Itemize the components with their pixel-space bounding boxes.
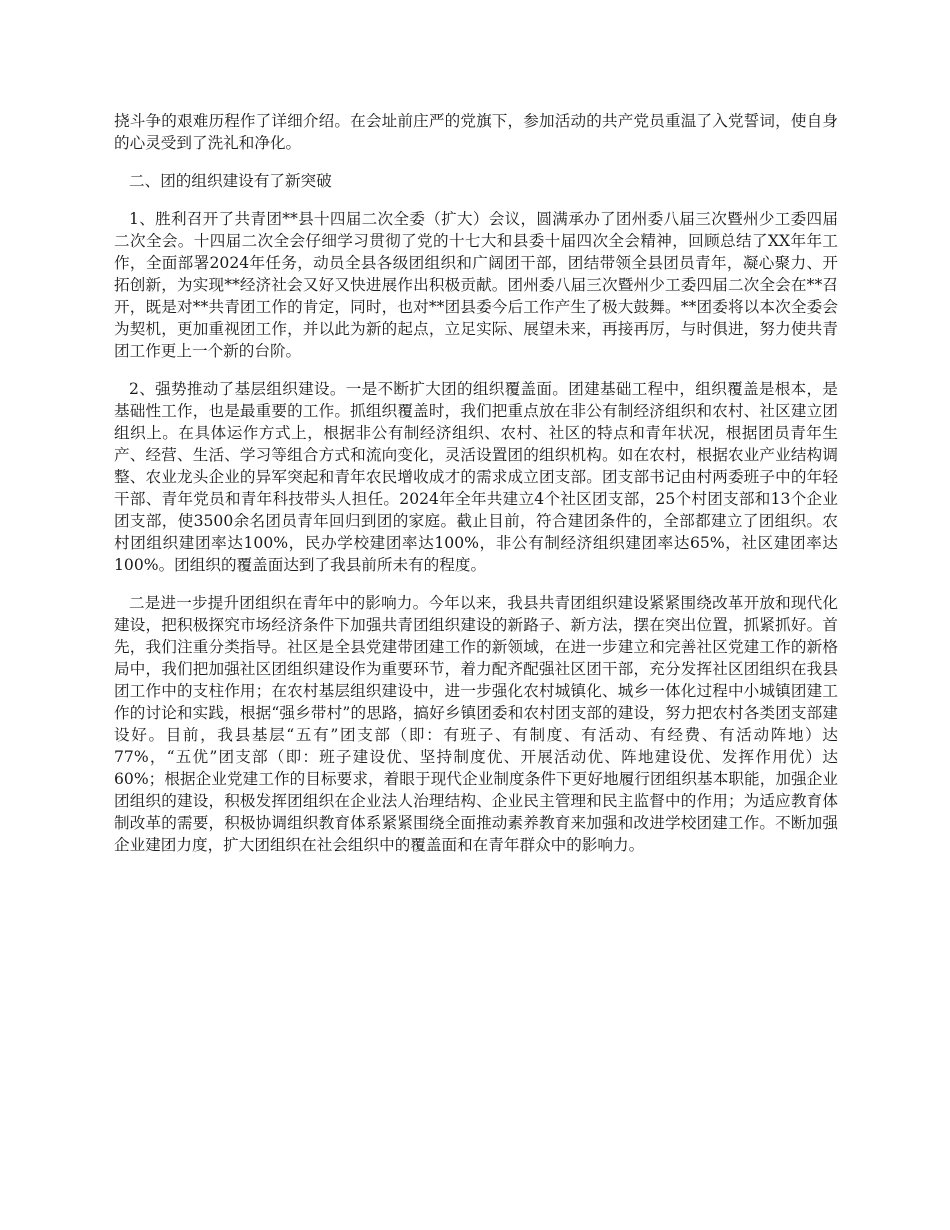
paragraph-grassroots-organization: 2、强势推动了基层组织建设。一是不断扩大团的组织覆盖面。团建基础工程中，组织覆盖是根本，是基础性工作，也是最重要的工作。抓组织覆盖时，我们把重点放在非公有制经济组织和农村、社区建立团组织上。在具体运作方式上，根据非公有制经济组织、农村、社区的特点和青年状况，根据团员青年生产、经营、生活、学习等组合方式和流向变化，灵活设置团的组织机构。如在农村，根据农业产业结构调整、农业龙头企业的异军突起和青年农民增收成才的需求成立团支部。团支部书记由村两委班子中的年轻干部、青年党员和青年科技带头人担任。2024年全年共建立4个社区团支部，25个村团支部和13个企业团支部，使3500余名团员青年回归到团的家庭。截止目前，符合建团条件的，全部都建立了团组织。农村团组织建团率达100%，民办学校建团率达100%，非公有制经济组织建团率达65%，社区建团率达100%。团组织的覆盖面达到了我县前所未有的程度。 [114, 380, 838, 574]
paragraph-intro-continuation: 挠斗争的艰难历程作了详细介绍。在会址前庄严的党旗下，参加活动的共产党员重温了入党誓词，使自身的心灵受到了洗礼和净化。 [114, 112, 838, 152]
paragraph-plenary-meeting: 1、胜利召开了共青团**县十四届二次全委（扩大）会议，圆满承办了团州委八届三次暨州少工委四届二次全会。十四届二次全会仔细学习贯彻了党的十七大和县委十届四次全会精神，回顾总结了XX年年工作，全面部署2024年任务，动员全县各级团组织和广阔团干部，团结带领全县团员青年，凝心聚力、开拓创新，为实现**经济社会又好又快进展作出积极贡献。团州委八届三次暨州少工委四届二次全会在**召开，既是对**共青团工作的肯定，同时，也对**团县委今后工作产生了极大鼓舞。**团委将以本次全委会为契机，更加重视团工作，并以此为新的起点，立足实际、展望未来，再接再厉，与时俱进，努力使共青团工作更上一个新的台阶。 [114, 210, 838, 360]
section-heading: 二、团的组织建设有了新突破 [129, 172, 332, 190]
document-body [114, 110, 838, 872]
paragraph-influence: 二是进一步提升团组织在青年中的影响力。今年以来，我县共青团组织建设紧紧围绕改革开放和现代化建设，把积极探究市场经济条件下加强共青团组织建设的新路子、新方法，摆在突出位置，抓紧抓好。首先，我们注重分类指导。社区是全县党建带团建工作的新领域，在进一步建立和完善社区党建工作的新格局中，我们把加强社区团组织建设作为重要环节，着力配齐配强社区团干部，充分发挥社区团组织在我县团工作中的支柱作用；在农村基层组织建设中，进一步强化农村城镇化、城乡一体化过程中小城镇团建工作的讨论和实践，根据“强乡带村”的思路，搞好乡镇团委和农村团支部的建设，努力把农村各类团支部建设好。目前，我县基层“五有”团支部（即：有班子、有制度、有活动、有经费、有活动阵地）达77%，“五优”团支部（即：班子建设优、坚持制度优、开展活动优、阵地建设优、发挥作用优）达60%；根据企业党建工作的目标要求，着眼于现代企业制度条件下更好地履行团组织基本职能，加强企业团组织的建设，积极发挥团组织在企业法人治理结构、企业民主管理和民主监督中的作用；为适应教育体制改革的需要，积极协调组织教育体系紧紧围绕全面推动素养教育来加强和改进学校团建工作。不断加强企业建团力度，扩大团组织在社会组织中的覆盖面和在青年群众中的影响力。 [114, 594, 838, 854]
